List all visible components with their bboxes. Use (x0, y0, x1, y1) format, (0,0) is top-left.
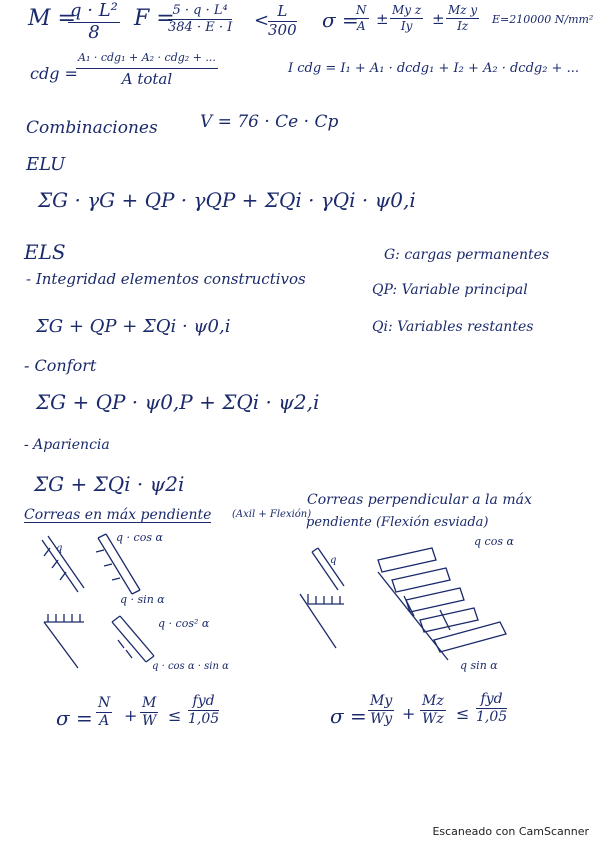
stress-n-numerator: N (356, 3, 367, 17)
deflection-numerator: 5 · q · L⁴ (168, 4, 232, 20)
deflection-less-than: < (254, 10, 270, 31)
label-q: q (56, 543, 63, 554)
check-right-mz-fraction (420, 694, 446, 726)
legend-qp: QP: Variable principal (372, 282, 528, 298)
check-right-f-fraction (476, 692, 507, 724)
inertia-formula: I cdg = I₁ + A₁ · dcdg₁ + I₂ + A₂ · dcdg₂ + ... (288, 61, 579, 76)
check-left-n-num: N (98, 695, 111, 711)
check-right-f-num: fyd (476, 692, 507, 709)
confort-formula: ΣG + QP · ψ0,P + ΣQi · ψ2,i (36, 390, 320, 414)
sketch-beam-qcos2 (112, 616, 154, 662)
sketch-beam-horizontal-load (44, 614, 84, 668)
elastic-modulus: E=210000 N/mm² (492, 13, 594, 26)
legend-qi: Qi: Variables restantes (372, 319, 534, 335)
deflection-denominator: 384 · E · I (168, 19, 233, 35)
check-right-mz-den: Wz (421, 710, 444, 727)
check-right-mz-num: Mz (422, 693, 444, 709)
check-left-plus: + (124, 706, 138, 725)
confort-title: - Confort (24, 356, 97, 375)
check-right-f-den: 1,05 (476, 708, 508, 725)
apariencia-formula: ΣG + ΣQi · ψ2i (34, 472, 185, 496)
apariencia-title: - Apariencia (24, 437, 110, 453)
label-qcos: q · cos α (116, 531, 163, 544)
check-right-le: ≤ (456, 704, 470, 723)
elu-title: ELU (26, 154, 66, 175)
cdg-denominator: A total (121, 69, 173, 88)
stress-my-numerator: My z (392, 3, 422, 17)
label-q-right: q (330, 555, 337, 566)
cdg-lhs: cdg = (30, 64, 78, 83)
stress-lhs: σ = (322, 8, 359, 32)
stress-my-denominator: Iy (400, 18, 413, 33)
moment-numerator: q · L² (70, 0, 118, 21)
v-formula: V = 76 · Ce · Cp (200, 112, 339, 132)
check-left-n-fraction (96, 696, 112, 728)
integridad-formula: ΣG + QP + ΣQi · ψ0,i (36, 316, 231, 337)
deflection-lhs: F = (134, 6, 175, 31)
stress-plus-minus-2: ± (432, 10, 445, 28)
check-left-m-fraction (140, 696, 158, 728)
limit-numerator: L (268, 4, 297, 22)
check-left-f-den: 1,05 (188, 710, 220, 727)
stress-mz-denominator: Iz (457, 18, 469, 33)
label-qcos-right: q cos α (474, 535, 514, 548)
sketch-right-stepped-purlins (378, 548, 506, 660)
scanner-watermark: Escaneado con CamScanner (432, 825, 589, 838)
sketch-right-beam-q (300, 548, 344, 648)
check-left-m-den: W (141, 712, 157, 729)
stress-n-denominator: A (356, 18, 366, 33)
label-qcossin: q · cos α · sin α (152, 661, 229, 672)
cdg-numerator: A₁ · cdg₁ + A₂ · cdg₂ + ... (76, 52, 218, 69)
integridad-title: - Integridad elementos constructivos (26, 270, 306, 288)
check-left-f-num: fyd (188, 694, 219, 711)
check-left-n-den: A (99, 712, 110, 729)
check-right-my-den: Wy (370, 710, 393, 727)
check-left-lhs: σ = (56, 706, 93, 730)
check-right-lhs: σ = (330, 704, 367, 728)
els-title: ELS (24, 240, 66, 264)
check-right-plus: + (402, 704, 416, 723)
check-right-my-num: My (370, 693, 393, 709)
moment-lhs: M = (28, 6, 76, 31)
combinaciones-title: Combinaciones (26, 118, 158, 138)
label-qcos2: q · cos² α (158, 617, 210, 630)
check-left-f-fraction (188, 694, 219, 726)
check-right-my-fraction (368, 694, 394, 726)
limit-denominator: 300 (268, 20, 297, 39)
check-left-le: ≤ (168, 706, 182, 725)
correas-left-note: (Axil + Flexión) (232, 509, 312, 520)
correas-right-title-2: pendiente (Flexión esviada) (306, 515, 489, 530)
elu-formula: ΣG · γG + QP · γQP + ΣQi · γQi · ψ0,i (38, 188, 416, 212)
label-qsin-right: q sin α (460, 659, 498, 672)
label-qsin: q · sin α (120, 593, 165, 606)
correas-right-title-1: Correas perpendicular a la máx (307, 492, 532, 508)
moment-denominator: 8 (88, 21, 100, 43)
stress-mz-numerator: Mz y (448, 3, 478, 17)
correas-left-title: Correas en máx pendiente (24, 507, 212, 523)
stress-plus-minus-1: ± (376, 10, 389, 28)
check-left-m-num: M (142, 695, 157, 711)
sketch-beam-q (42, 536, 84, 592)
legend-g: G: cargas permanentes (384, 247, 550, 263)
